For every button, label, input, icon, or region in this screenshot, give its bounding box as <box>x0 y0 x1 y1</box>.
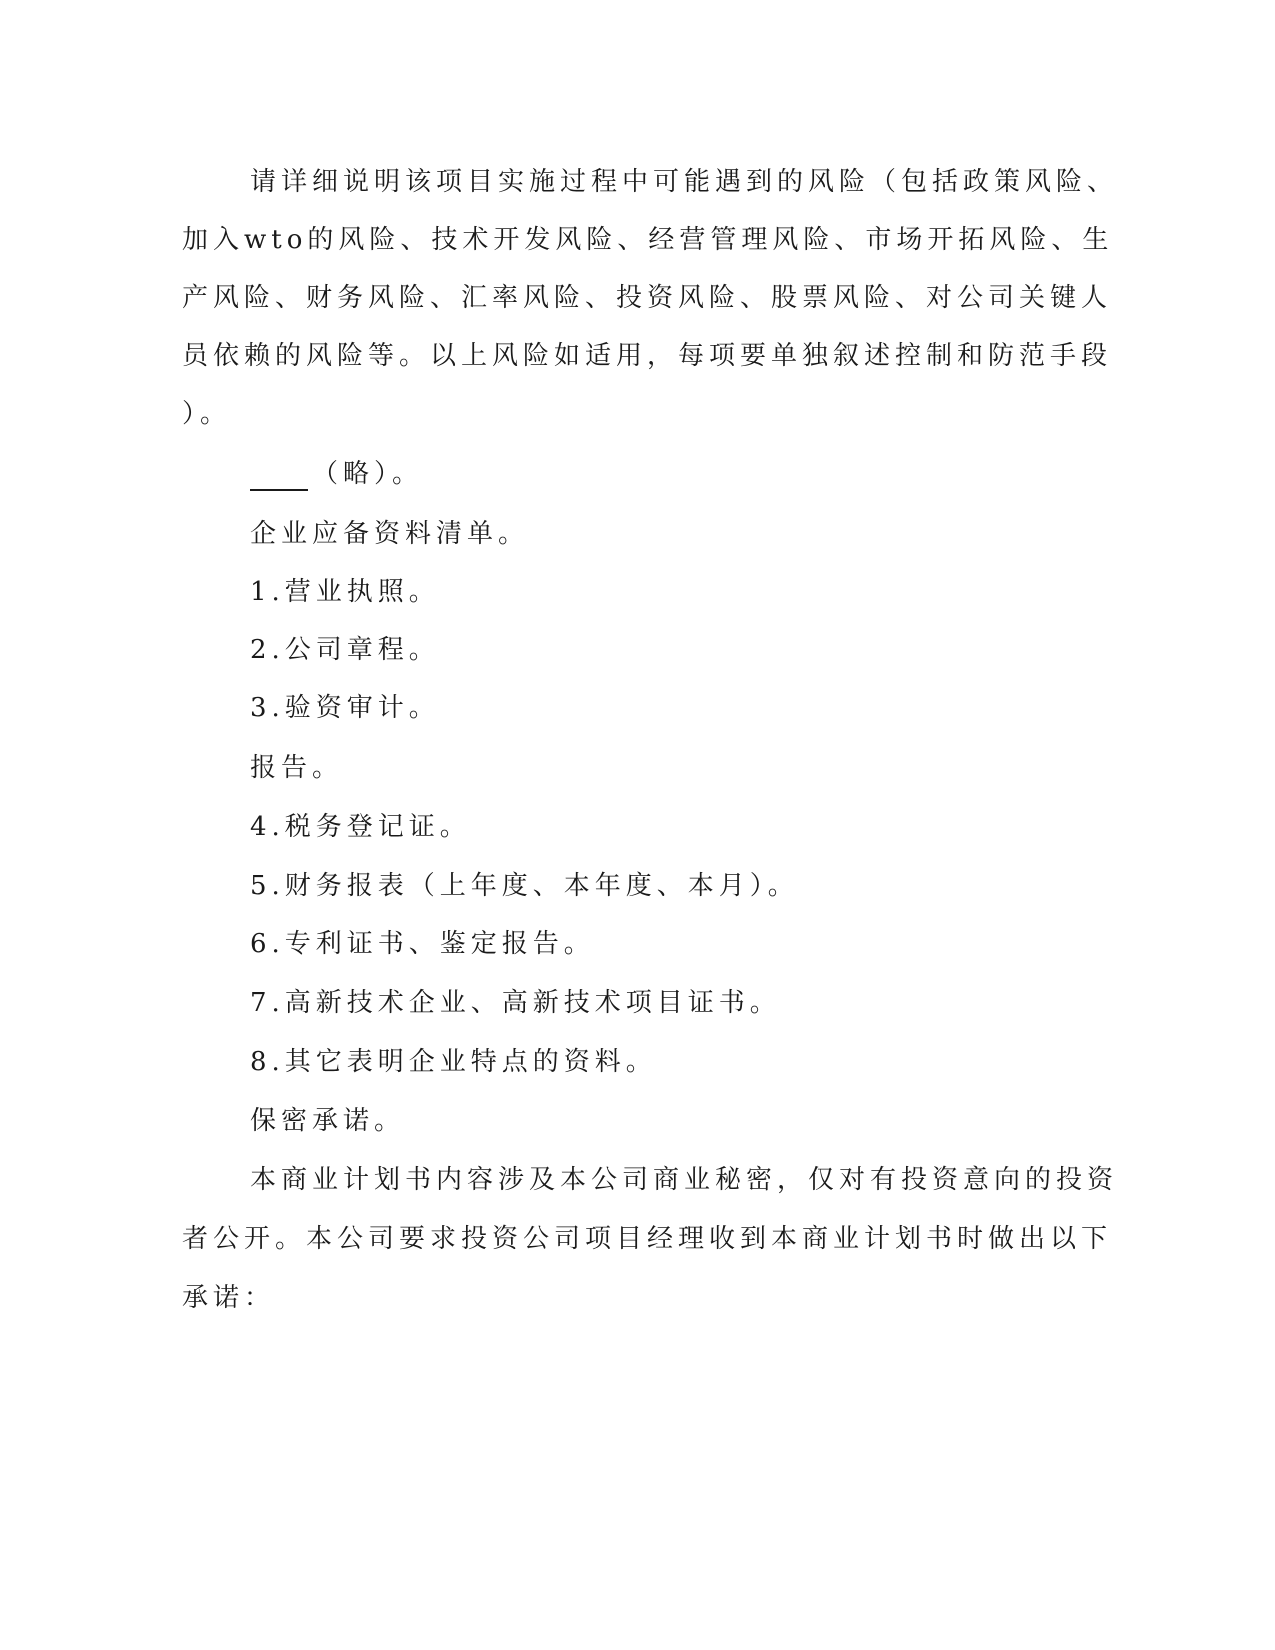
materials-item-5: 5.财务报表（上年度、本年度、本月）。 <box>250 871 799 901</box>
confidentiality-paragraph-line-1: 本商业计划书内容涉及本公司商业秘密，仅对有投资意向的投资 <box>250 1165 1119 1195</box>
risk-paragraph-line-1: 请详细说明该项目实施过程中可能遇到的风险（包括政策风险、 <box>250 167 1119 197</box>
materials-item-2: 2.公司章程。 <box>250 635 440 665</box>
materials-item-7: 7.高新技术企业、高新技术项目证书。 <box>250 988 781 1018</box>
omitted-text: （略）。 <box>312 459 424 489</box>
fill-in-blank <box>250 463 308 491</box>
materials-list-heading: 企业应备资料清单。 <box>250 519 530 549</box>
confidentiality-paragraph-line-3: 承诺： <box>182 1283 276 1313</box>
risk-paragraph-line-5: ）。 <box>182 399 232 429</box>
materials-item-6: 6.专利证书、鉴定报告。 <box>250 929 595 959</box>
materials-item-4: 4.税务登记证。 <box>250 812 471 842</box>
materials-item-3-continued: 报告。 <box>250 753 344 783</box>
materials-item-8: 8.其它表明企业特点的资料。 <box>250 1047 657 1077</box>
materials-item-1: 1.营业执照。 <box>250 577 440 607</box>
materials-item-3: 3.验资审计。 <box>250 693 440 723</box>
confidentiality-paragraph-line-2: 者公开。本公司要求投资公司项目经理收到本商业计划书时做出以下 <box>182 1224 1113 1254</box>
omitted-line <box>250 457 423 491</box>
risk-paragraph-line-2: 加入wto的风险、技术开发风险、经营管理风险、市场开拓风险、生 <box>182 225 1114 255</box>
confidentiality-heading: 保密承诺。 <box>250 1106 406 1136</box>
risk-paragraph-line-4: 员依赖的风险等。以上风险如适用，每项要单独叙述控制和防范手段 <box>182 341 1113 371</box>
risk-paragraph-line-3: 产风险、财务风险、汇率风险、投资风险、股票风险、对公司关键人 <box>182 283 1113 313</box>
